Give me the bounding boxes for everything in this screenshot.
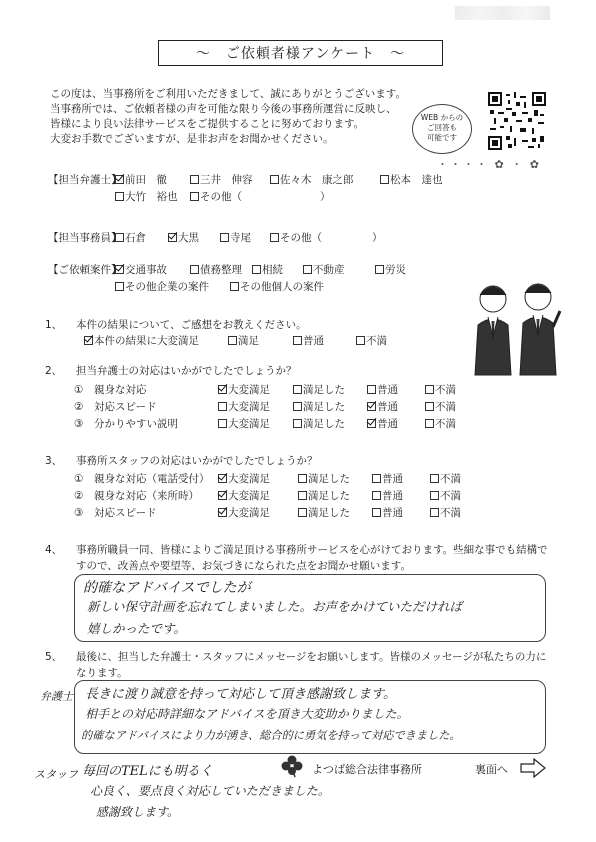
q2-row-marker: ② xyxy=(74,401,84,413)
q3-question: 事務所スタッフの対応はいかがでしたでしょうか？ xyxy=(76,455,318,467)
checkbox[interactable] xyxy=(270,233,279,242)
q3-r1-very-satisfied[interactable]: 大変満足 xyxy=(218,472,270,486)
q2-row-label: 親身な対応 xyxy=(94,384,147,396)
q5-line: 最後に、担当した弁護士・スタッフにメッセージをお願いします。皆様のメッセージが私たちの力に xyxy=(76,651,547,663)
checkbox[interactable] xyxy=(230,282,239,291)
q5-lawyer-msg-line: 相手との対応時詳細なアドバイスを頂き大変助かりました。 xyxy=(85,707,409,721)
checkbox[interactable] xyxy=(293,336,302,345)
checkbox[interactable] xyxy=(425,402,434,411)
checkbox[interactable] xyxy=(218,419,227,428)
checkbox[interactable] xyxy=(380,175,389,184)
checkbox[interactable] xyxy=(298,474,307,483)
checkbox[interactable] xyxy=(84,336,93,345)
q1-option-very-satisfied[interactable]: 本件の結果に大変満足 xyxy=(84,334,199,348)
checkbox[interactable] xyxy=(190,175,199,184)
next-page-label: 裏面へ xyxy=(475,763,508,776)
q2-r3-very-satisfied[interactable]: 大変満足 xyxy=(218,417,270,431)
lawyer-option-sasaki[interactable]: 佐々木 康之郎 xyxy=(270,173,354,187)
checkbox[interactable] xyxy=(430,508,439,517)
dots-icon: ・・・・ ✿ ・ ✿ xyxy=(437,158,541,171)
lawyer-section xyxy=(48,173,122,187)
checkbox[interactable] xyxy=(218,385,227,394)
q4-line: 事務所職員一同、皆様によりご満足頂ける事務所サービスを心がけております。些細な事でも結構で xyxy=(76,544,548,556)
q3-r1-dissatisfied[interactable]: 不満 xyxy=(430,472,461,486)
q3-number: 3、 xyxy=(45,455,63,467)
checkbox[interactable] xyxy=(430,491,439,500)
q3-row-label: 対応スピード xyxy=(94,507,157,519)
q5-lawyer-box[interactable] xyxy=(74,680,546,754)
checkbox[interactable] xyxy=(372,508,381,517)
checkbox[interactable] xyxy=(168,233,177,242)
q2-number: 2、 xyxy=(45,365,63,377)
case-option-corporate[interactable]: その他企業の案件 xyxy=(115,280,209,294)
q5-staff-msg-line: 毎回のTELにも明るく xyxy=(82,764,213,779)
checkbox[interactable] xyxy=(367,385,376,394)
case-option-inheritance[interactable]: 相続 xyxy=(252,263,283,277)
q4-answer-line: 新しい保守計画を忘れてしまいました。お声をかけていただければ xyxy=(87,599,463,614)
q2-r3-satisfied[interactable]: 満足した xyxy=(293,417,345,431)
q1-option-dissatisfied[interactable]: 不満 xyxy=(356,334,387,348)
page-title: ～ ご依頼者様アンケート ～ xyxy=(195,46,406,62)
q3-r2-normal[interactable]: 普通 xyxy=(372,489,403,503)
checkbox[interactable] xyxy=(425,419,434,428)
q3-r3-very-satisfied[interactable]: 大変満足 xyxy=(218,506,270,520)
q3-r2-dissatisfied[interactable]: 不満 xyxy=(430,489,461,503)
q5-lawyer-msg-line: 長きに渡り誠意を持って対応して頂き感謝致します。 xyxy=(85,687,396,702)
q2-row-label: 対応スピード xyxy=(94,401,157,413)
q3-row-label: 親身な対応（電話受付） xyxy=(94,473,210,485)
q5-staff-tag: スタッフ xyxy=(34,768,78,781)
staff-option-oguro[interactable]: 大黒 xyxy=(168,231,199,245)
q3-row-marker: ① xyxy=(74,473,84,485)
checkbox[interactable] xyxy=(270,175,279,184)
q2-row-marker: ③ xyxy=(74,418,84,430)
checkbox[interactable] xyxy=(293,419,302,428)
q2-r2-very-satisfied[interactable]: 大変満足 xyxy=(218,400,270,414)
q2-r3-normal[interactable]: 普通 xyxy=(367,417,398,431)
checkbox[interactable] xyxy=(218,474,227,483)
q3-r2-very-satisfied[interactable]: 大変満足 xyxy=(218,489,270,503)
case-label: 【ご依頼案件】 xyxy=(48,264,122,276)
checkbox[interactable] xyxy=(298,491,307,500)
q2-r2-normal[interactable]: 普通 xyxy=(367,400,398,414)
checkbox[interactable] xyxy=(228,336,237,345)
checkbox[interactable] xyxy=(190,265,199,274)
checkbox[interactable] xyxy=(367,419,376,428)
case-option-labor[interactable]: 労災 xyxy=(375,263,406,277)
q5-number: 5、 xyxy=(45,651,63,663)
q3-row-marker: ② xyxy=(74,490,84,502)
q2-r1-very-satisfied[interactable]: 大変満足 xyxy=(218,383,270,397)
staff-option-terao[interactable]: 寺尾 xyxy=(220,231,251,245)
checkbox[interactable] xyxy=(220,233,229,242)
q5-line: なります。 xyxy=(76,667,128,679)
q3-r3-dissatisfied[interactable]: 不満 xyxy=(430,506,461,520)
intro-line: 当事務所では、ご依頼者様の声を可能な限り今後の事務所運営に反映し、 xyxy=(50,103,397,115)
lawyer-other-close: ） xyxy=(320,191,331,203)
web-answer-bubble xyxy=(412,104,472,154)
checkbox[interactable] xyxy=(372,491,381,500)
clover-decoration xyxy=(437,156,541,172)
q3-r1-satisfied[interactable]: 満足した xyxy=(298,472,350,486)
q2-row-label: 分かりやすい説明 xyxy=(94,418,178,430)
lawyer-option-otake[interactable]: 大竹 裕也 xyxy=(115,190,178,204)
q3-r3-normal[interactable]: 普通 xyxy=(372,506,403,520)
checkbox[interactable] xyxy=(252,265,261,274)
checkbox[interactable] xyxy=(190,192,199,201)
checkbox[interactable] xyxy=(115,175,124,184)
checkbox[interactable] xyxy=(115,233,124,242)
q4-answer-line: 的確なアドバイスでしたが xyxy=(83,580,251,596)
arrow-right-icon[interactable] xyxy=(520,758,546,778)
lawyer-row-1 xyxy=(115,173,167,187)
qr-code[interactable] xyxy=(488,92,546,150)
q5-staff-msg-line: 感謝致します。 xyxy=(96,805,180,819)
staff-option-other[interactable]: その他（ xyxy=(270,231,322,245)
staff-option-ishikura[interactable]: 石倉 xyxy=(115,231,146,245)
checkbox[interactable] xyxy=(218,508,227,517)
checkbox[interactable] xyxy=(115,282,124,291)
q2-r1-satisfied[interactable]: 満足した xyxy=(293,383,345,397)
case-option-traffic[interactable]: 交通事故 xyxy=(115,263,167,277)
checkbox[interactable] xyxy=(293,402,302,411)
intro-line: 大変お手数でございますが、是非お声をお聞かせください。 xyxy=(50,133,334,145)
lawyer-option-matsumoto[interactable]: 松本 達也 xyxy=(380,173,443,187)
checkbox[interactable] xyxy=(367,402,376,411)
checkbox[interactable] xyxy=(115,265,124,274)
bubble-line: 可能です xyxy=(427,133,457,142)
q2-row-marker: ① xyxy=(74,384,84,396)
q5-lawyer-tag: 弁護士 xyxy=(40,690,73,703)
q2-question: 担当弁護士の対応はいかがでしたでしょうか？ xyxy=(76,365,297,377)
q2-r2-dissatisfied[interactable]: 不満 xyxy=(425,400,456,414)
checkbox[interactable] xyxy=(375,265,384,274)
q2-r3-dissatisfied[interactable]: 不満 xyxy=(425,417,456,431)
q3-row-marker: ③ xyxy=(74,507,84,519)
lawyers-illustration xyxy=(460,275,570,380)
staff-other-close: ） xyxy=(372,232,383,244)
lawyer-option-other[interactable]: その他（ xyxy=(190,190,242,204)
q3-r2-satisfied[interactable]: 満足した xyxy=(298,489,350,503)
checkbox[interactable] xyxy=(298,508,307,517)
case-option-personal[interactable]: その他個人の案件 xyxy=(230,280,324,294)
q5-staff-msg-line: 心良く、要点良く対応していただきました。 xyxy=(90,784,330,798)
intro-line: 皆様により良い法律サービスをご提供することに努めております。 xyxy=(50,118,365,130)
intro-text xyxy=(50,87,406,147)
q5-lawyer-msg-line: 的確なアドバイスにより力が湧き、総合的に勇気を持って対応できました。 xyxy=(81,729,461,742)
firm-name: よつば総合法律事務所 xyxy=(312,763,422,776)
clover-logo-icon xyxy=(280,754,304,778)
case-option-debt[interactable]: 債務整理 xyxy=(190,263,242,277)
bubble-line: ご回答も xyxy=(427,123,457,132)
title-box xyxy=(158,40,443,66)
intro-line: この度は、当事務所をご利用いただきまして、誠にありがとうございます。 xyxy=(50,88,406,100)
q3-r3-satisfied[interactable]: 満足した xyxy=(298,506,350,520)
q1-question: 本件の結果について、ご感想をお教えください。 xyxy=(76,319,307,331)
scan-artifact xyxy=(455,6,550,20)
q4-number: 4、 xyxy=(45,544,63,556)
checkbox[interactable] xyxy=(430,474,439,483)
bubble-line: WEB からの xyxy=(420,113,464,122)
checkbox[interactable] xyxy=(293,385,302,394)
checkbox[interactable] xyxy=(425,385,434,394)
q3-r1-normal[interactable]: 普通 xyxy=(372,472,403,486)
checkbox[interactable] xyxy=(356,336,365,345)
q4-answer-line: 嬉しかったです。 xyxy=(87,621,187,636)
q1-option-normal[interactable]: 普通 xyxy=(293,334,324,348)
checkbox[interactable] xyxy=(303,265,312,274)
case-option-realestate[interactable]: 不動産 xyxy=(303,263,345,277)
checkbox[interactable] xyxy=(115,192,124,201)
lawyer-option-mitsui[interactable]: 三井 伸容 xyxy=(190,173,253,187)
lawyer-option-maeda[interactable]: 前田 徹 xyxy=(115,174,167,186)
q1-number: 1、 xyxy=(45,319,63,331)
q1-option-satisfied[interactable]: 満足 xyxy=(228,334,259,348)
q2-r1-dissatisfied[interactable]: 不満 xyxy=(425,383,456,397)
q4-line: すので、改善点や要望等、お気づきになられた点をお聞かせ願います。 xyxy=(76,560,411,572)
q2-r2-satisfied[interactable]: 満足した xyxy=(293,400,345,414)
checkbox[interactable] xyxy=(218,491,227,500)
q3-row-label: 親身な対応（来所時） xyxy=(94,490,199,502)
q4-answer-box[interactable] xyxy=(74,574,546,642)
lawyer-label: 【担当弁護士】 xyxy=(48,174,122,186)
q2-r1-normal[interactable]: 普通 xyxy=(367,383,398,397)
staff-label: 【担当事務員】 xyxy=(48,232,122,244)
checkbox[interactable] xyxy=(218,402,227,411)
checkbox[interactable] xyxy=(372,474,381,483)
